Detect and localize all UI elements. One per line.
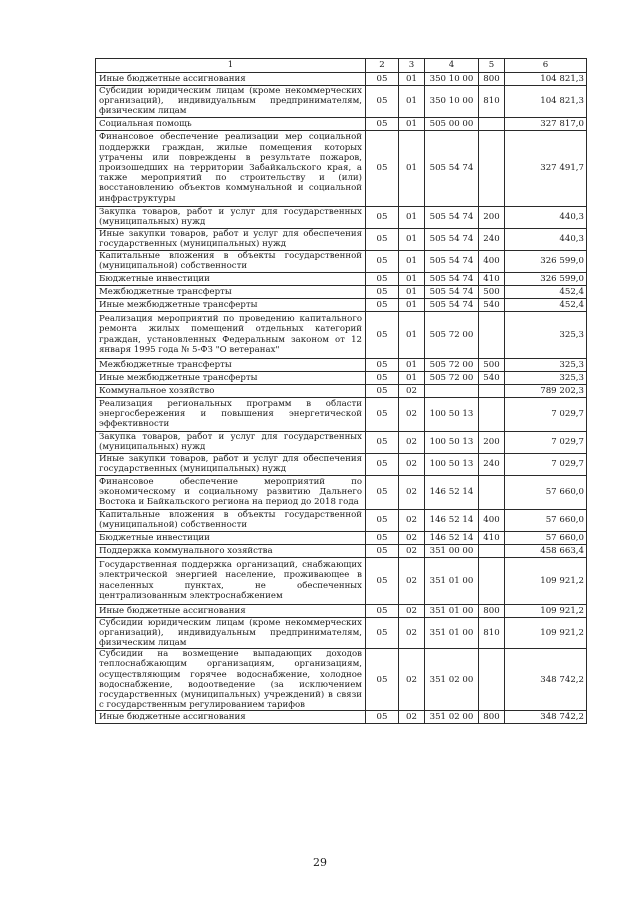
row-sum-cell: 326 599,0 xyxy=(505,250,587,272)
row-subsection-cell: 02 xyxy=(399,397,425,431)
row-sum-cell: 325,3 xyxy=(505,358,587,371)
row-name-cell: Иные бюджетные ассигнования xyxy=(96,73,366,86)
row-subsection-cell: 02 xyxy=(399,557,425,604)
row-expense-type-cell: 500 xyxy=(479,285,505,298)
row-expense-type-cell xyxy=(479,649,505,711)
row-name-cell: Субсидии юридическим лицам (кроме некоммерческих организаций), индивидуальным предпринимателям, физическим лицам xyxy=(96,86,366,118)
row-expense-type-cell xyxy=(479,397,505,431)
row-name-cell: Иные межбюджетные трансферты xyxy=(96,298,366,311)
row-expense-type-cell xyxy=(479,544,505,557)
row-expense-type-cell: 200 xyxy=(479,206,505,228)
row-section-cell: 05 xyxy=(366,557,399,604)
row-subsection-cell: 02 xyxy=(399,384,425,397)
row-subsection-cell: 01 xyxy=(399,250,425,272)
row-sum-cell: 348 742,2 xyxy=(505,649,587,711)
row-name-cell: Финансовое обеспечение реализации мер социальной поддержки граждан, жилые помещения которых утрачены или повреждены в результате пожаров, произошедших на территории Забайкальского края, а также мероприятий по строительству и (или) восстановлению объектов коммунальной и социальной инфраструктуры xyxy=(96,130,366,206)
row-name-cell: Капитальные вложения в объекты государственной (муниципальной) собственности xyxy=(96,250,366,272)
row-expense-type-cell xyxy=(479,475,505,509)
row-subsection-cell: 01 xyxy=(399,285,425,298)
row-name-cell: Иные межбюджетные трансферты xyxy=(96,371,366,384)
page-number: 29 xyxy=(313,856,327,869)
row-name-cell: Межбюджетные трансферты xyxy=(96,285,366,298)
row-section-cell: 05 xyxy=(366,272,399,285)
row-name-cell: Закупка товаров, работ и услуг для государственных (муниципальных) нужд xyxy=(96,206,366,228)
row-section-cell: 05 xyxy=(366,531,399,544)
row-expense-type-cell xyxy=(479,557,505,604)
row-sum-cell: 109 921,2 xyxy=(505,604,587,617)
row-subsection-cell: 01 xyxy=(399,371,425,384)
row-expense-type-cell xyxy=(479,384,505,397)
row-section-cell: 05 xyxy=(366,649,399,711)
table-row xyxy=(96,130,587,206)
row-section-cell: 05 xyxy=(366,206,399,228)
row-expense-type-cell: 800 xyxy=(479,711,505,724)
row-section-cell: 05 xyxy=(366,86,399,118)
table-row xyxy=(96,509,587,531)
row-subsection-cell: 01 xyxy=(399,130,425,206)
table-row xyxy=(96,531,587,544)
header-cell-6: 6 xyxy=(505,59,587,73)
table-row xyxy=(96,73,587,86)
table-row xyxy=(96,711,587,724)
row-subsection-cell: 02 xyxy=(399,649,425,711)
row-target-article-cell xyxy=(425,384,479,397)
table-row xyxy=(96,649,587,711)
row-target-article-cell: 351 00 00 xyxy=(425,544,479,557)
table-row xyxy=(96,311,587,358)
row-name-cell: Субсидии юридическим лицам (кроме некоммерческих организаций), индивидуальным предпринимателям, физическим лицам xyxy=(96,617,366,649)
header-cell-3: 3 xyxy=(399,59,425,73)
row-section-cell: 05 xyxy=(366,397,399,431)
row-section-cell: 05 xyxy=(366,250,399,272)
row-expense-type-cell: 400 xyxy=(479,509,505,531)
row-expense-type-cell: 800 xyxy=(479,73,505,86)
row-subsection-cell: 02 xyxy=(399,431,425,453)
row-expense-type-cell xyxy=(479,130,505,206)
row-section-cell: 05 xyxy=(366,711,399,724)
row-target-article-cell: 505 54 74 xyxy=(425,228,479,250)
row-sum-cell: 104 821,3 xyxy=(505,86,587,118)
table-row xyxy=(96,431,587,453)
row-name-cell: Финансовое обеспечение мероприятий по экономическому и социальному развитию Дальнего Востока и Байкальского региона на период до 2018 года xyxy=(96,475,366,509)
row-section-cell: 05 xyxy=(366,604,399,617)
header-cell-1: 1 xyxy=(96,59,366,73)
row-target-article-cell: 350 10 00 xyxy=(425,73,479,86)
table-row xyxy=(96,86,587,118)
row-name-cell: Реализация региональных программ в области энергосбережения и повышения энергетической эффективности xyxy=(96,397,366,431)
table-row xyxy=(96,228,587,250)
row-section-cell: 05 xyxy=(366,228,399,250)
row-section-cell: 05 xyxy=(366,475,399,509)
row-target-article-cell: 100 50 13 xyxy=(425,453,479,475)
row-expense-type-cell: 240 xyxy=(479,228,505,250)
budget-table xyxy=(95,58,587,724)
header-row xyxy=(96,59,587,73)
row-target-article-cell: 350 10 00 xyxy=(425,86,479,118)
row-subsection-cell: 01 xyxy=(399,73,425,86)
row-target-article-cell: 505 72 00 xyxy=(425,371,479,384)
table-row xyxy=(96,285,587,298)
row-section-cell: 05 xyxy=(366,544,399,557)
row-sum-cell: 325,3 xyxy=(505,311,587,358)
row-expense-type-cell: 240 xyxy=(479,453,505,475)
row-name-cell: Иные бюджетные ассигнования xyxy=(96,711,366,724)
row-target-article-cell: 100 50 13 xyxy=(425,431,479,453)
row-subsection-cell: 01 xyxy=(399,358,425,371)
row-target-article-cell: 505 54 74 xyxy=(425,206,479,228)
row-subsection-cell: 01 xyxy=(399,228,425,250)
row-expense-type-cell: 800 xyxy=(479,604,505,617)
row-sum-cell: 57 660,0 xyxy=(505,531,587,544)
row-target-article-cell: 351 01 00 xyxy=(425,617,479,649)
table-row xyxy=(96,604,587,617)
table-row xyxy=(96,250,587,272)
row-expense-type-cell: 200 xyxy=(479,431,505,453)
table-row xyxy=(96,358,587,371)
table-row xyxy=(96,117,587,130)
row-section-cell: 05 xyxy=(366,358,399,371)
row-name-cell: Иные закупки товаров, работ и услуг для обеспечения государственных (муниципальных) нужд xyxy=(96,228,366,250)
row-name-cell: Бюджетные инвестиции xyxy=(96,272,366,285)
row-name-cell: Закупка товаров, работ и услуг для государственных (муниципальных) нужд xyxy=(96,431,366,453)
row-expense-type-cell: 400 xyxy=(479,250,505,272)
row-name-cell: Субсидии на возмещение выпадающих доходов теплоснабжающим организациям, организациям, осуществляющим горячее водоснабжение, холодное водоснабжение, водоотведение (за исключением государственных (муниципальных) учреждений) в связи с государственным регулированием тарифов xyxy=(96,649,366,711)
row-target-article-cell: 351 02 00 xyxy=(425,711,479,724)
table-row xyxy=(96,272,587,285)
row-subsection-cell: 02 xyxy=(399,604,425,617)
table-row xyxy=(96,557,587,604)
table-body xyxy=(96,73,587,724)
row-subsection-cell: 01 xyxy=(399,86,425,118)
row-target-article-cell: 351 02 00 xyxy=(425,649,479,711)
row-section-cell: 05 xyxy=(366,453,399,475)
row-sum-cell: 440,3 xyxy=(505,228,587,250)
row-target-article-cell: 505 54 74 xyxy=(425,285,479,298)
row-sum-cell: 326 599,0 xyxy=(505,272,587,285)
row-name-cell: Иные бюджетные ассигнования xyxy=(96,604,366,617)
row-expense-type-cell: 810 xyxy=(479,617,505,649)
row-section-cell: 05 xyxy=(366,117,399,130)
row-section-cell: 05 xyxy=(366,298,399,311)
row-sum-cell: 7 029,7 xyxy=(505,431,587,453)
row-target-article-cell: 505 54 74 xyxy=(425,130,479,206)
table-row xyxy=(96,371,587,384)
row-subsection-cell: 02 xyxy=(399,531,425,544)
row-section-cell: 05 xyxy=(366,617,399,649)
row-sum-cell: 57 660,0 xyxy=(505,475,587,509)
row-subsection-cell: 01 xyxy=(399,206,425,228)
row-name-cell: Социальная помощь xyxy=(96,117,366,130)
row-sum-cell: 7 029,7 xyxy=(505,453,587,475)
row-subsection-cell: 01 xyxy=(399,298,425,311)
table-row xyxy=(96,384,587,397)
table-row xyxy=(96,206,587,228)
row-section-cell: 05 xyxy=(366,285,399,298)
header-cell-2: 2 xyxy=(366,59,399,73)
row-sum-cell: 327 491,7 xyxy=(505,130,587,206)
row-subsection-cell: 02 xyxy=(399,544,425,557)
header-cell-4: 4 xyxy=(425,59,479,73)
row-target-article-cell: 351 01 00 xyxy=(425,557,479,604)
row-target-article-cell: 505 54 74 xyxy=(425,272,479,285)
row-section-cell: 05 xyxy=(366,130,399,206)
row-target-article-cell: 100 50 13 xyxy=(425,397,479,431)
row-subsection-cell: 02 xyxy=(399,617,425,649)
row-target-article-cell: 351 01 00 xyxy=(425,604,479,617)
row-expense-type-cell: 410 xyxy=(479,531,505,544)
row-target-article-cell: 505 54 74 xyxy=(425,298,479,311)
row-name-cell: Коммунальное хозяйство xyxy=(96,384,366,397)
row-subsection-cell: 02 xyxy=(399,711,425,724)
table-row xyxy=(96,298,587,311)
row-target-article-cell: 505 54 74 xyxy=(425,250,479,272)
row-sum-cell: 325,3 xyxy=(505,371,587,384)
row-section-cell: 05 xyxy=(366,509,399,531)
row-subsection-cell: 02 xyxy=(399,475,425,509)
row-target-article-cell: 505 72 00 xyxy=(425,358,479,371)
row-subsection-cell: 02 xyxy=(399,453,425,475)
row-expense-type-cell: 540 xyxy=(479,371,505,384)
row-name-cell: Поддержка коммунального хозяйства xyxy=(96,544,366,557)
row-sum-cell: 440,3 xyxy=(505,206,587,228)
table-row xyxy=(96,453,587,475)
row-expense-type-cell: 540 xyxy=(479,298,505,311)
row-subsection-cell: 02 xyxy=(399,509,425,531)
row-sum-cell: 104 821,3 xyxy=(505,73,587,86)
row-sum-cell: 109 921,2 xyxy=(505,617,587,649)
row-section-cell: 05 xyxy=(366,384,399,397)
row-target-article-cell: 146 52 14 xyxy=(425,475,479,509)
row-section-cell: 05 xyxy=(366,73,399,86)
row-subsection-cell: 01 xyxy=(399,311,425,358)
row-target-article-cell: 146 52 14 xyxy=(425,531,479,544)
row-target-article-cell: 505 72 00 xyxy=(425,311,479,358)
row-expense-type-cell: 500 xyxy=(479,358,505,371)
row-sum-cell: 327 817,0 xyxy=(505,117,587,130)
row-name-cell: Межбюджетные трансферты xyxy=(96,358,366,371)
row-sum-cell: 57 660,0 xyxy=(505,509,587,531)
row-name-cell: Иные закупки товаров, работ и услуг для обеспечения государственных (муниципальных) нужд xyxy=(96,453,366,475)
row-expense-type-cell: 410 xyxy=(479,272,505,285)
row-subsection-cell: 01 xyxy=(399,117,425,130)
table-row xyxy=(96,397,587,431)
row-name-cell: Государственная поддержка организаций, снабжающих электрической энергией население, проживающее в населенных пунктах, не обеспеченных централизованным электроснабжением xyxy=(96,557,366,604)
row-name-cell: Реализация мероприятий по проведению капитального ремонта жилых помещений отдельных категорий граждан, установленных Федеральным законом от 12 января 1995 года № 5-ФЗ "О ветеранах" xyxy=(96,311,366,358)
row-subsection-cell: 01 xyxy=(399,272,425,285)
row-sum-cell: 452,4 xyxy=(505,298,587,311)
row-name-cell: Капитальные вложения в объекты государственной (муниципальной) собственности xyxy=(96,509,366,531)
row-name-cell: Бюджетные инвестиции xyxy=(96,531,366,544)
row-sum-cell: 452,4 xyxy=(505,285,587,298)
row-section-cell: 05 xyxy=(366,371,399,384)
table-row xyxy=(96,617,587,649)
table-row xyxy=(96,544,587,557)
row-sum-cell: 7 029,7 xyxy=(505,397,587,431)
row-sum-cell: 348 742,2 xyxy=(505,711,587,724)
row-sum-cell: 109 921,2 xyxy=(505,557,587,604)
row-target-article-cell: 146 52 14 xyxy=(425,509,479,531)
row-target-article-cell: 505 00 00 xyxy=(425,117,479,130)
row-section-cell: 05 xyxy=(366,431,399,453)
row-section-cell: 05 xyxy=(366,311,399,358)
row-expense-type-cell xyxy=(479,311,505,358)
row-sum-cell: 789 202,3 xyxy=(505,384,587,397)
row-sum-cell: 458 663,4 xyxy=(505,544,587,557)
table-row xyxy=(96,475,587,509)
row-expense-type-cell xyxy=(479,117,505,130)
header-cell-5: 5 xyxy=(479,59,505,73)
row-expense-type-cell: 810 xyxy=(479,86,505,118)
